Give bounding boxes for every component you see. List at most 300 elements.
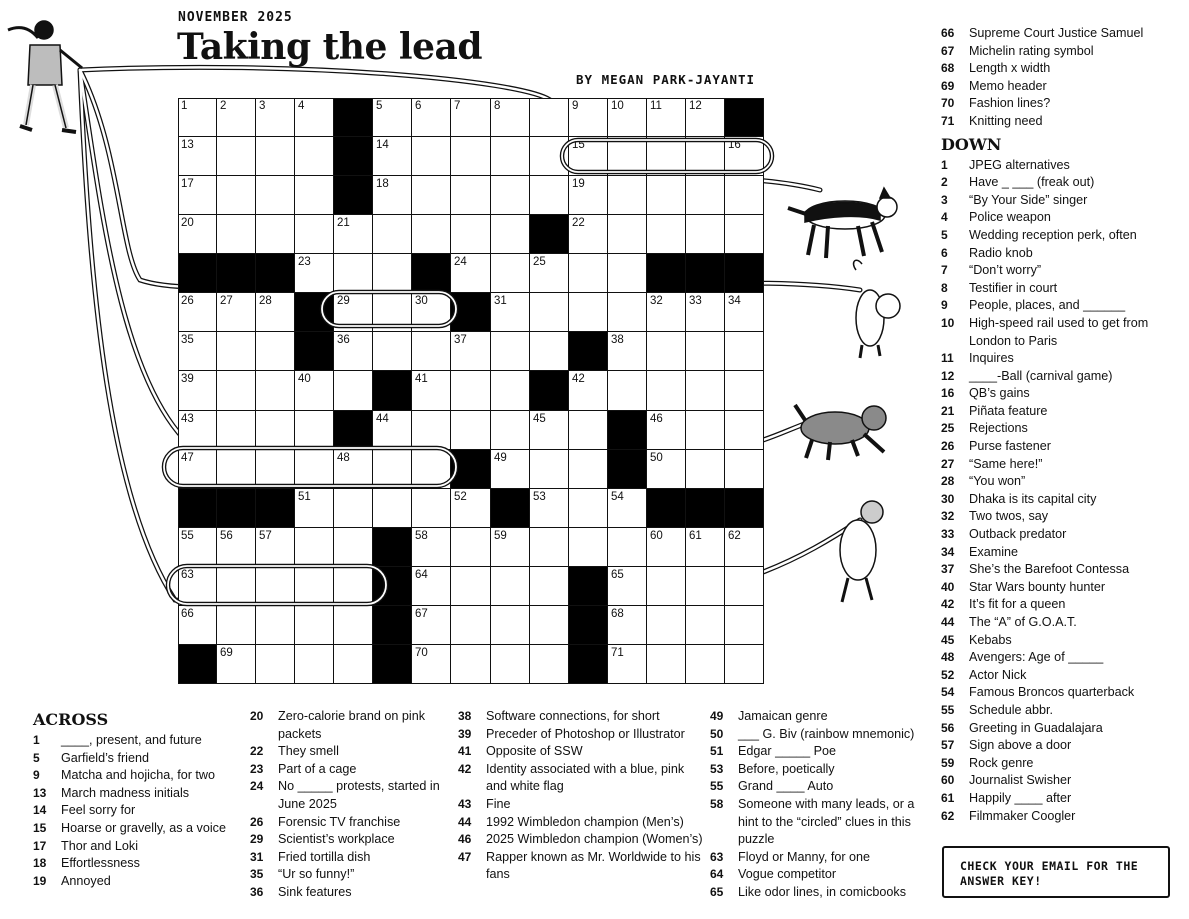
cell-number: 26 [181,295,194,307]
clue-number: 37 [941,562,955,577]
grid-cell[interactable] [412,215,451,254]
clue-text: Part of a cage [278,761,357,776]
grid-cell[interactable] [647,176,686,215]
grid-block [334,98,373,137]
clue-item [33,767,243,785]
grid-cell[interactable] [217,98,256,137]
clue-text: Star Wars bounty hunter [969,579,1106,594]
grid-cell[interactable] [373,98,412,137]
grid-cell[interactable] [569,98,608,137]
clue-item [250,814,450,832]
grid-cell[interactable] [334,254,373,293]
clue-text: Rapper known as Mr. Worldwide to his fans [486,849,701,882]
grid-cell[interactable] [256,137,295,176]
grid-cell[interactable] [569,489,608,528]
grid-cell[interactable] [608,215,647,254]
grid-cell[interactable] [295,645,334,684]
clue-item [710,708,932,726]
grid-cell[interactable] [334,489,373,528]
clue-text: Matcha and hojicha, for two [61,768,216,783]
grid-cell[interactable] [725,411,764,450]
grid-cell[interactable] [647,606,686,645]
grid-cell[interactable] [686,567,725,606]
grid-cell[interactable] [608,293,647,332]
grid-cell[interactable] [530,137,569,176]
grid-cell[interactable] [608,98,647,137]
grid-cell[interactable] [686,293,725,332]
clue-number: 51 [710,744,724,759]
cell-number: 11 [650,100,662,112]
clue-text: Testifier in court [969,280,1058,295]
puzzle-title: Taking the lead [177,26,482,68]
clue-number: 65 [710,884,724,899]
clue-text: “Don’t worry” [969,263,1042,278]
grid-cell[interactable] [647,450,686,489]
grid-cell[interactable] [256,98,295,137]
grid-cell[interactable] [334,215,373,254]
grid-cell[interactable] [178,98,217,137]
grid-cell[interactable] [686,332,725,371]
grid-cell[interactable] [569,137,608,176]
across-heading: ACROSS [33,710,109,729]
grid-cell[interactable] [334,645,373,684]
grid-block [647,489,686,528]
clue-number: 57 [941,738,955,753]
cell-number: 66 [181,608,194,620]
grid-cell[interactable] [295,254,334,293]
clue-number: 45 [941,632,955,647]
clue-item [941,315,1166,350]
grid-cell[interactable] [295,489,334,528]
grid-cell[interactable] [217,606,256,645]
grid-cell[interactable] [686,606,725,645]
clue-number: 5 [33,750,40,765]
grid-cell[interactable] [451,411,491,450]
clue-text: JPEG alternatives [969,157,1070,172]
grid-cell[interactable] [412,489,451,528]
grid-block [451,450,491,489]
grid-block [569,645,608,684]
cell-number: 14 [376,139,389,151]
grid-cell[interactable] [608,567,647,606]
grid-cell[interactable] [491,176,530,215]
grid-cell[interactable] [412,645,451,684]
grid-cell[interactable] [451,645,491,684]
clue-number: 69 [941,78,955,93]
clue-item [458,708,704,726]
grid-cell[interactable] [725,176,764,215]
grid-cell[interactable] [256,215,295,254]
grid-cell[interactable] [412,528,451,567]
grid-block [569,567,608,606]
grid-cell[interactable] [217,371,256,411]
grid-cell[interactable] [725,567,764,606]
grid-cell[interactable] [334,567,373,606]
clue-number: 11 [941,351,954,366]
grid-cell[interactable] [647,371,686,411]
grid-cell[interactable] [373,293,412,332]
grid-cell[interactable] [491,215,530,254]
grid-cell[interactable] [256,645,295,684]
clue-item [33,785,243,803]
grid-cell[interactable] [608,137,647,176]
grid-cell[interactable] [373,332,412,371]
grid-cell[interactable] [569,293,608,332]
clue-item [33,873,243,891]
grid-cell[interactable] [451,489,491,528]
grid-cell[interactable] [530,254,569,293]
grid-cell[interactable] [451,606,491,645]
grid-cell[interactable] [647,645,686,684]
grid-cell[interactable] [217,528,256,567]
grid-cell[interactable] [686,176,725,215]
grid-cell[interactable] [373,411,412,450]
grid-cell[interactable] [217,137,256,176]
grid-cell[interactable] [178,215,217,254]
grid-cell[interactable] [647,332,686,371]
grid-cell[interactable] [451,98,491,137]
clue-number: 61 [941,790,955,805]
grid-cell[interactable] [530,528,569,567]
clue-item [710,726,932,744]
clue-text: Greeting in Guadalajara [969,720,1103,735]
grid-cell[interactable] [491,411,530,450]
clue-number: 47 [458,849,472,864]
grid-cell[interactable] [295,371,334,411]
grid-cell[interactable] [373,176,412,215]
grid-cell[interactable] [530,332,569,371]
grid-cell[interactable] [451,371,491,411]
grid-cell[interactable] [686,411,725,450]
grid-cell[interactable] [178,606,217,645]
grid-cell[interactable] [725,528,764,567]
clue-number: 12 [941,368,955,383]
grid-cell[interactable] [178,293,217,332]
grid-cell[interactable] [686,528,725,567]
grid-cell[interactable] [647,137,686,176]
grid-cell[interactable] [178,371,217,411]
cell-number: 10 [611,100,624,112]
grid-cell[interactable] [295,606,334,645]
grid-cell[interactable] [725,645,764,684]
grid-cell[interactable] [373,450,412,489]
grid-cell[interactable] [412,450,451,489]
grid-cell[interactable] [569,176,608,215]
grid-cell[interactable] [256,450,295,489]
clue-text: “By Your Side” singer [969,192,1088,207]
cell-number: 16 [728,139,741,151]
answer-key-notice [942,846,1170,898]
grid-cell[interactable] [295,215,334,254]
grid-cell[interactable] [491,137,530,176]
grid-cell[interactable] [491,645,530,684]
grid-block [373,645,412,684]
grid-cell[interactable] [295,450,334,489]
grid-cell[interactable] [178,528,217,567]
grid-cell[interactable] [295,567,334,606]
grid-cell[interactable] [451,176,491,215]
grid-cell[interactable] [373,215,412,254]
clue-number: 71 [941,113,955,128]
grid-cell[interactable] [569,528,608,567]
grid-cell[interactable] [178,411,217,450]
clue-item [941,808,1166,826]
grid-cell[interactable] [256,528,295,567]
clue-number: 7 [941,263,948,278]
grid-cell[interactable] [295,528,334,567]
grid-cell[interactable] [569,215,608,254]
clue-number: 42 [941,597,955,612]
grid-cell[interactable] [412,176,451,215]
clue-number: 27 [941,456,955,471]
grid-cell[interactable] [451,567,491,606]
grid-cell[interactable] [334,450,373,489]
grid-cell[interactable] [217,176,256,215]
grid-cell[interactable] [608,332,647,371]
grid-cell[interactable] [217,215,256,254]
clue-number: 38 [458,709,472,723]
grid-cell[interactable] [295,137,334,176]
grid-cell[interactable] [608,254,647,293]
grid-cell[interactable] [334,293,373,332]
cell-number: 36 [337,334,350,346]
grid-cell[interactable] [686,645,725,684]
grid-cell[interactable] [530,98,569,137]
grid-cell[interactable] [412,137,451,176]
across-column-2 [250,708,450,902]
grid-cell[interactable] [178,137,217,176]
grid-cell[interactable] [569,411,608,450]
grid-cell[interactable] [647,98,686,137]
grid-cell[interactable] [725,137,764,176]
grid-cell[interactable] [295,98,334,137]
clue-text: Rejections [969,421,1028,436]
clue-number: 22 [250,744,264,759]
grid-cell[interactable] [530,489,569,528]
clue-number: 1 [33,733,40,747]
grid-cell[interactable] [647,293,686,332]
grid-cell[interactable] [530,645,569,684]
grid-cell[interactable] [256,567,295,606]
clue-item [941,596,1166,614]
clue-text: It’s fit for a queen [969,597,1066,612]
grid-cell[interactable] [647,411,686,450]
grid-cell[interactable] [569,371,608,411]
grid-cell[interactable] [530,176,569,215]
grid-block [451,293,491,332]
clue-text: Jamaican genre [738,709,828,723]
grid-cell[interactable] [256,606,295,645]
grid-cell[interactable] [451,137,491,176]
grid-cell[interactable] [451,332,491,371]
grid-cell[interactable] [491,98,530,137]
clue-text: Happily ____ after [969,790,1072,805]
cell-number: 38 [611,334,624,346]
grid-block [334,137,373,176]
grid-cell[interactable] [608,528,647,567]
grid-cell[interactable] [217,293,256,332]
grid-block [256,489,295,528]
grid-cell[interactable] [373,254,412,293]
grid-cell[interactable] [725,293,764,332]
clue-item [941,526,1166,544]
grid-cell[interactable] [725,371,764,411]
grid-cell[interactable] [491,528,530,567]
grid-block [608,450,647,489]
grid-cell[interactable] [725,606,764,645]
grid-cell[interactable] [217,645,256,684]
clue-item [941,227,1166,245]
grid-cell[interactable] [569,254,608,293]
grid-block [178,254,217,293]
grid-cell[interactable] [530,411,569,450]
grid-cell[interactable] [256,411,295,450]
grid-cell[interactable] [412,606,451,645]
grid-cell[interactable] [686,98,725,137]
clue-number: 36 [250,884,264,899]
clue-text: Forensic TV franchise [278,814,401,829]
grid-cell[interactable] [334,332,373,371]
grid-cell[interactable] [256,371,295,411]
clue-number: 55 [941,702,955,717]
grid-cell[interactable] [412,411,451,450]
grid-cell[interactable] [608,371,647,411]
grid-cell[interactable] [530,450,569,489]
grid-cell[interactable] [412,567,451,606]
grid-cell[interactable] [491,371,530,411]
clue-text: Fashion lines? [969,96,1051,111]
clue-item [941,368,1166,386]
clue-number: 48 [941,650,955,665]
grid-cell[interactable] [256,293,295,332]
clue-text: Annoyed [61,873,111,888]
clue-text: Fried tortilla dish [278,849,371,864]
grid-cell[interactable] [178,450,217,489]
grid-cell[interactable] [686,137,725,176]
cell-number: 64 [415,569,428,581]
grid-cell[interactable] [569,450,608,489]
grid-cell[interactable] [178,176,217,215]
grid-cell[interactable] [178,567,217,606]
grid-cell[interactable] [530,293,569,332]
cell-number: 44 [376,413,389,425]
clue-text: Before, poetically [738,761,835,776]
grid-cell[interactable] [412,371,451,411]
grid-cell[interactable] [334,371,373,411]
crossword-grid [178,98,764,684]
grid-cell[interactable] [334,528,373,567]
clue-item [941,772,1166,790]
cell-number: 46 [650,413,663,425]
clue-number: 14 [33,803,47,818]
grid-cell[interactable] [178,332,217,371]
cell-number: 54 [611,491,624,503]
grid-block [647,254,686,293]
grid-cell[interactable] [295,176,334,215]
grid-cell[interactable] [451,215,491,254]
grid-cell[interactable] [491,567,530,606]
clue-text: Memo header [969,78,1047,93]
grid-cell[interactable] [412,332,451,371]
grid-cell[interactable] [647,528,686,567]
clue-item [941,561,1166,579]
grid-cell[interactable] [647,567,686,606]
clue-number: 26 [250,814,264,829]
grid-block [725,254,764,293]
clue-number: 29 [250,832,264,847]
grid-cell[interactable] [256,176,295,215]
cell-number: 1 [181,100,188,112]
clue-item [941,192,1166,210]
clue-item [941,174,1166,192]
grid-cell[interactable] [491,254,530,293]
grid-cell[interactable] [725,332,764,371]
clue-number: 39 [458,726,472,741]
grid-cell[interactable] [412,293,451,332]
grid-cell[interactable] [491,293,530,332]
grid-cell[interactable] [491,450,530,489]
clue-number: 19 [33,873,47,888]
grid-cell[interactable] [217,567,256,606]
cell-number: 47 [181,452,194,464]
grid-cell[interactable] [373,489,412,528]
grid-cell[interactable] [725,450,764,489]
notice-line-1: CHECK YOUR EMAIL FOR THE [960,859,1139,873]
clue-item [941,209,1166,227]
grid-cell[interactable] [686,215,725,254]
grid-block [295,332,334,371]
grid-cell[interactable] [451,528,491,567]
grid-cell[interactable] [451,254,491,293]
grid-cell[interactable] [686,450,725,489]
grid-cell[interactable] [725,215,764,254]
clue-item [941,544,1166,562]
grid-cell[interactable] [491,606,530,645]
grid-block [373,567,412,606]
clue-text: Avengers: Age of _____ [969,650,1104,665]
cell-number: 34 [728,295,741,307]
clue-text: Famous Broncos quarterback [969,685,1135,700]
grid-cell[interactable] [608,489,647,528]
grid-block [217,489,256,528]
cell-number: 52 [454,491,467,503]
grid-cell[interactable] [608,645,647,684]
grid-cell[interactable] [608,176,647,215]
clue-text: “Same here!” [969,456,1043,471]
grid-cell[interactable] [334,606,373,645]
grid-cell[interactable] [217,450,256,489]
grid-cell[interactable] [686,371,725,411]
grid-cell[interactable] [412,98,451,137]
grid-cell[interactable] [217,332,256,371]
grid-cell[interactable] [373,137,412,176]
clue-item [941,649,1166,667]
cell-number: 24 [454,256,467,268]
clue-number: 68 [941,61,955,76]
cell-number: 25 [533,256,546,268]
cell-number: 8 [494,100,501,112]
grid-block [217,254,256,293]
grid-cell[interactable] [256,332,295,371]
grid-cell[interactable] [608,606,647,645]
grid-cell[interactable] [217,411,256,450]
grid-cell[interactable] [491,332,530,371]
grid-cell[interactable] [647,215,686,254]
grid-cell[interactable] [295,411,334,450]
grid-cell[interactable] [530,606,569,645]
clue-item [941,491,1166,509]
grid-cell[interactable] [530,567,569,606]
